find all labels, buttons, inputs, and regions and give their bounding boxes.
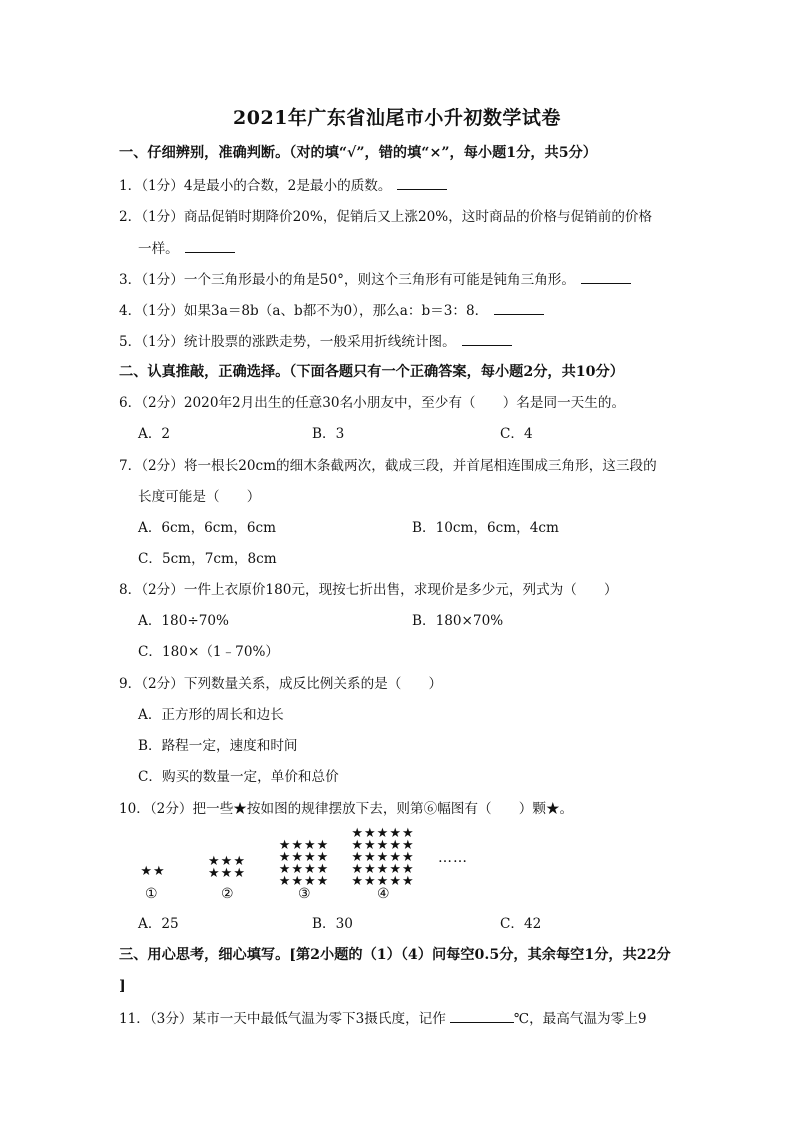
star-group-1 (138, 866, 168, 878)
section-3-heading: 三、用心思考，细心填写。[第2小题的（1）（4）问每空0.5分，其余每空1分，共22分 (119, 947, 671, 963)
star-row: ★★★★★ (351, 826, 415, 841)
figure-label-4: ④ (377, 886, 390, 902)
star-row: ★★★★ (278, 850, 330, 865)
star-row: ★★★★ (278, 862, 330, 877)
question-11-text-2: ℃，最高气温为零上9 (513, 1011, 647, 1027)
question-2-line-2 (138, 238, 235, 259)
q9-option-b[interactable]: B．路程一定，速度和时间 (138, 738, 298, 754)
section-1-heading: 一、仔细辨别，准确判断。（对的填“√”，错的填“×”，每小题1分，共5分） (119, 145, 597, 161)
question-11 (119, 1008, 646, 1029)
star-row: ★★★ (208, 866, 246, 881)
q8-option-b[interactable]: B．180×70% (412, 613, 504, 629)
q10-option-c[interactable]: C．42 (500, 916, 542, 932)
answer-blank[interactable] (185, 238, 235, 253)
star-group-2 (206, 856, 248, 880)
q6-option-b[interactable]: B．3 (312, 426, 345, 442)
q6-option-a[interactable]: A．2 (138, 426, 171, 442)
question-4 (119, 300, 544, 321)
answer-blank[interactable] (450, 1008, 514, 1023)
ellipsis: …… (438, 850, 468, 866)
question-9: 9．（2分）下列数量关系，成反比例关系的是（ ） (119, 676, 443, 692)
question-10: 10．（2分）把一些★按如图的规律摆放下去，则第⑥幅图有（ ）颗★。 (119, 801, 574, 817)
answer-blank[interactable] (397, 175, 447, 190)
question-5 (119, 331, 512, 352)
q7-option-c[interactable]: C．5cm，7cm，8cm (138, 551, 277, 567)
section-2-heading: 二、认真推敲，正确选择。（下面各题只有一个正确答案，每小题2分，共10分） (119, 364, 624, 380)
q7-option-b[interactable]: B．10cm，6cm，4cm (412, 520, 559, 536)
question-3-text: 3．（1分）一个三角形最小的角是50°，则这个三角形有可能是钝角三角形。 (119, 272, 575, 288)
star-group-3 (276, 840, 332, 888)
q6-option-c[interactable]: C．4 (500, 426, 533, 442)
star-row: ★★★★ (278, 874, 330, 889)
question-4-text: 4．（1分）如果3a＝8b（a、b都不为0），那么a：b＝3：8． (119, 303, 489, 319)
question-7-line-1: 7．（2分）将一根长20cm的细木条截两次，截成三段，并首尾相连围成三角形，这三段的 (119, 458, 657, 474)
star-row: ★★★ (208, 854, 246, 869)
page-title: 2021年广东省汕尾市小升初数学试卷 (233, 107, 561, 129)
star-row: ★★★★★ (351, 850, 415, 865)
star-pattern-figure (128, 824, 468, 906)
answer-blank[interactable] (581, 269, 631, 284)
q10-option-a[interactable]: A．25 (138, 916, 179, 932)
question-1-text: 1．（1分）4是最小的合数，2是最小的质数。 (119, 178, 392, 194)
answer-blank[interactable] (494, 300, 544, 315)
question-2-text: 一样。 (138, 241, 179, 257)
star-row: ★★★★ (278, 838, 330, 853)
star-row: ★★ (140, 864, 166, 879)
question-1 (119, 175, 447, 196)
q9-option-c[interactable]: C．购买的数量一定，单价和总价 (138, 769, 339, 785)
figure-label-1: ① (145, 886, 158, 902)
figure-label-3: ③ (298, 886, 311, 902)
q9-option-a[interactable]: A．正方形的周长和边长 (138, 707, 284, 723)
question-11-text-1: 11．（3分）某市一天中最低气温为零下3摄氏度，记作 (119, 1011, 446, 1027)
answer-blank[interactable] (462, 331, 512, 346)
star-row: ★★★★★ (351, 862, 415, 877)
q7-option-a[interactable]: A．6cm，6cm，6cm (138, 520, 277, 536)
question-5-text: 5．（1分）统计股票的涨跌走势，一般采用折线统计图。 (119, 334, 456, 350)
star-row: ★★★★★ (351, 838, 415, 853)
question-7-line-2: 长度可能是（ ） (138, 489, 261, 505)
q10-option-b[interactable]: B．30 (312, 916, 353, 932)
section-3-heading-cont: ] (119, 978, 126, 994)
star-group-4 (348, 828, 418, 888)
question-3 (119, 269, 631, 290)
q8-option-c[interactable]: C．180×（1﹣70%） (138, 644, 279, 660)
question-6: 6．（2分）2020年2月出生的任意30名小朋友中，至少有（ ）名是同一天生的。 (119, 395, 626, 411)
question-2-line-1: 2．（1分）商品促销时期降价20%，促销后又上涨20%，这时商品的价格与促销前的价格 (119, 209, 653, 225)
question-8: 8．（2分）一件上衣原价180元，现按七折出售，求现价是多少元，列式为（ ） (119, 582, 618, 598)
figure-label-2: ② (221, 886, 234, 902)
star-row: ★★★★★ (351, 874, 415, 889)
q8-option-a[interactable]: A．180÷70% (138, 613, 229, 629)
